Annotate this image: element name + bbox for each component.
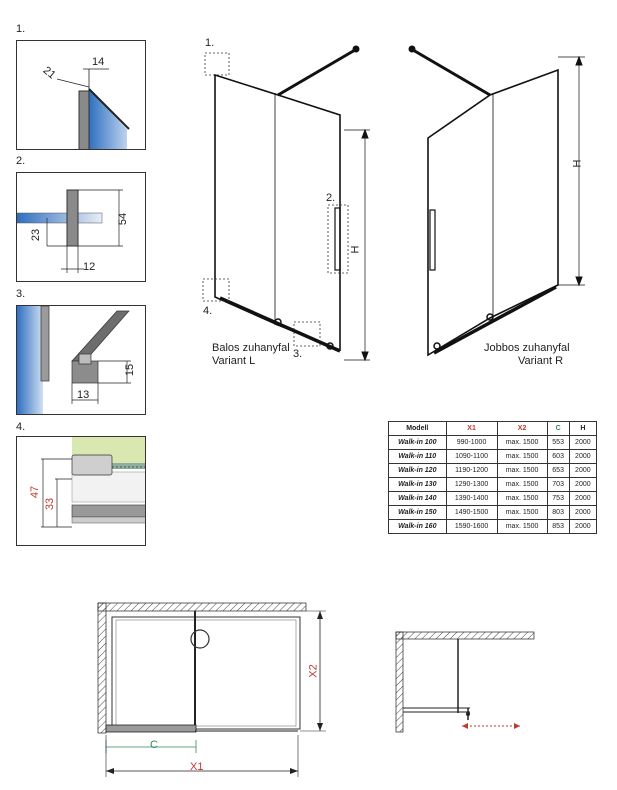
detail-1-box bbox=[16, 40, 146, 150]
detail-2-drawing bbox=[17, 173, 146, 282]
detail-3-rail bbox=[72, 311, 129, 361]
table-row bbox=[389, 450, 597, 464]
side-section bbox=[390, 628, 540, 738]
detail-3-box bbox=[16, 305, 146, 415]
cell-x2: max. 1500 bbox=[497, 450, 547, 464]
cell-model: Walk-in 160 bbox=[389, 520, 447, 534]
callout-1-label: 1. bbox=[205, 37, 215, 49]
left-caption-line2: Variant L bbox=[212, 355, 256, 367]
header-c: C bbox=[547, 422, 569, 436]
detail-2-dim-54: 54 bbox=[117, 212, 130, 226]
cell-c: 553 bbox=[547, 436, 569, 450]
callout-2-box bbox=[328, 205, 348, 273]
right-caption-line1: Jobbos zuhanyfal bbox=[484, 342, 570, 354]
callout-4-label: 4. bbox=[203, 305, 213, 317]
right-caption-line2: Variant R bbox=[518, 355, 564, 367]
callout-2-label: 2. bbox=[326, 192, 336, 204]
cell-c: 753 bbox=[547, 492, 569, 506]
detail-3-glass bbox=[17, 306, 43, 415]
cell-h: 2000 bbox=[569, 478, 596, 492]
cell-x1: 1090-1100 bbox=[446, 450, 497, 464]
variant-l-drawing bbox=[203, 46, 370, 360]
callout-1-box bbox=[205, 53, 229, 75]
cell-c: 853 bbox=[547, 520, 569, 534]
detail-2-dim-12: 12 bbox=[83, 261, 96, 273]
cell-model: Walk-in 150 bbox=[389, 506, 447, 520]
header-x1: X1 bbox=[446, 422, 497, 436]
cell-model: Walk-in 130 bbox=[389, 478, 447, 492]
cell-c: 653 bbox=[547, 464, 569, 478]
variant-r-handle bbox=[430, 210, 435, 270]
detail-4-number: 4. bbox=[16, 421, 26, 433]
cell-h: 2000 bbox=[569, 506, 596, 520]
detail-1-number: 1. bbox=[16, 23, 26, 35]
detail-1-dim-14: 14 bbox=[92, 56, 105, 68]
cell-model: Walk-in 100 bbox=[389, 436, 447, 450]
cell-x1: 1490-1500 bbox=[446, 506, 497, 520]
cell-h: 2000 bbox=[569, 464, 596, 478]
cell-x2: max. 1500 bbox=[497, 492, 547, 506]
table-row bbox=[389, 436, 597, 450]
cell-h: 2000 bbox=[569, 520, 596, 534]
detail-2-profile bbox=[67, 190, 78, 246]
cell-x2: max. 1500 bbox=[497, 436, 547, 450]
detail-2-box bbox=[16, 172, 146, 282]
cell-x1: 1290-1300 bbox=[446, 478, 497, 492]
height-label-right: H bbox=[571, 159, 584, 168]
plan-x2-label: X2 bbox=[307, 664, 320, 678]
detail-3-dim-15: 15 bbox=[124, 363, 137, 377]
plan-x1-label: X1 bbox=[190, 761, 204, 773]
plan-glass-panel bbox=[106, 725, 196, 732]
detail-1-dim-21: 21 bbox=[40, 64, 58, 82]
detail-1-glass bbox=[89, 89, 127, 150]
detail-2-dim-23: 23 bbox=[30, 228, 43, 242]
cell-h: 2000 bbox=[569, 492, 596, 506]
detail-1-profile bbox=[79, 91, 89, 150]
detail-4-dim-47: 47 bbox=[29, 485, 42, 499]
cell-h: 2000 bbox=[569, 436, 596, 450]
left-caption-line1: Balos zuhanyfal bbox=[212, 342, 290, 354]
detail-2-glass bbox=[17, 213, 102, 223]
table-row bbox=[389, 464, 597, 478]
header-h: H bbox=[569, 422, 596, 436]
plan-c-label: C bbox=[150, 739, 158, 751]
header-x2: X2 bbox=[497, 422, 547, 436]
detail-1-drawing bbox=[17, 41, 146, 150]
cell-x2: max. 1500 bbox=[497, 506, 547, 520]
cell-c: 603 bbox=[547, 450, 569, 464]
cell-x2: max. 1500 bbox=[497, 520, 547, 534]
variant-r-drawing bbox=[409, 46, 585, 355]
cell-x1: 1190-1200 bbox=[446, 464, 497, 478]
cell-c: 803 bbox=[547, 506, 569, 520]
detail-3-number: 3. bbox=[16, 288, 26, 300]
cell-x1: 1590-1600 bbox=[446, 520, 497, 534]
detail-3-dim-13: 13 bbox=[77, 389, 90, 401]
cell-x1: 1390-1400 bbox=[446, 492, 497, 506]
floor-plan bbox=[90, 595, 340, 780]
header-modell: Modell bbox=[389, 422, 447, 436]
plan-back-wall bbox=[98, 603, 306, 611]
plan-tray bbox=[112, 617, 300, 729]
cell-x2: max. 1500 bbox=[497, 478, 547, 492]
detail-4-dim-33: 33 bbox=[44, 497, 57, 511]
table-row bbox=[389, 478, 597, 492]
spec-table bbox=[388, 421, 597, 534]
cell-model: Walk-in 140 bbox=[389, 492, 447, 506]
cell-c: 703 bbox=[547, 478, 569, 492]
plan-side-wall bbox=[98, 603, 106, 733]
cell-x1: 990-1000 bbox=[446, 436, 497, 450]
table-row bbox=[389, 506, 597, 520]
section-side-wall bbox=[396, 632, 403, 732]
detail-2-number: 2. bbox=[16, 155, 26, 167]
table-row bbox=[389, 520, 597, 534]
detail-4-profile bbox=[72, 505, 146, 517]
height-label-left: H bbox=[349, 245, 362, 254]
section-top-wall bbox=[396, 632, 534, 639]
cell-h: 2000 bbox=[569, 450, 596, 464]
table-row bbox=[389, 492, 597, 506]
cell-model: Walk-in 120 bbox=[389, 464, 447, 478]
cell-x2: max. 1500 bbox=[497, 464, 547, 478]
spec-table-header bbox=[389, 422, 597, 436]
main-3d-views bbox=[190, 35, 590, 365]
plan-drain bbox=[191, 630, 209, 648]
callout-3-label: 3. bbox=[293, 348, 303, 360]
cell-model: Walk-in 110 bbox=[389, 450, 447, 464]
detail-4-box bbox=[16, 436, 146, 546]
